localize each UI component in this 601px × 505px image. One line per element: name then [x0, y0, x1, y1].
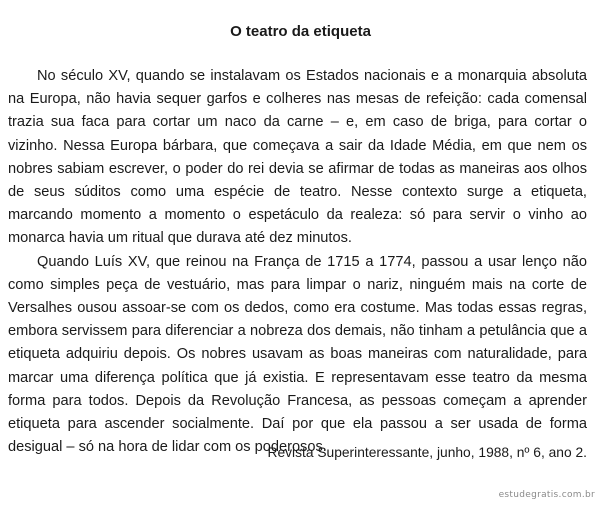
paragraph-2: Quando Luís XV, que reinou na França de 1715 a 1774, passou a usar lenço não como simples peça de vestuário, mas para limpar o nariz, ninguém mais na corte de Versalhes ousou assoar-se com os dedos, como era costume. Mas todas essas regras, embora servissem para diferenciar a nobreza dos demais, não tinham a petulância que a etiqueta adquiriu depois. Os nobres usavam as boas maneiras com naturalidade, para marcar uma diferença política que já existia. E representavam esse teatro da mesma forma para todos. Depois da Revolução Francesa, as pessoas começam a aprender etiqueta para ascender socialmente. Daí por que ela passou a ser usada de forma desigual – só na hora de lidar com os poderosos. [8, 253, 587, 456]
document-title: O teatro da etiqueta [230, 23, 371, 40]
source-citation: Revista Superinteressante, junho, 1988, nº 6, ano 2. [267, 445, 587, 460]
watermark: estudegratis.com.br [498, 490, 595, 500]
article-body [8, 65, 587, 459]
paragraph-1: No século XV, quando se instalavam os Estados nacionais e a monarquia absoluta na Europa, não havia sequer garfos e colheres nas mesas de refeição: cada comensal trazia sua faca para cortar um naco da carne – e, em caso de briga, para cortar o vizinho. Nessa Europa bárbara, que começava a sair da Idade Média, em que nem os nobres sabiam escrever, o poder do rei devia se afirmar de todas as maneiras aos olhos de seus súditos como uma espécie de teatro. Nesse contexto surge a etiqueta, marcando momento a momento o espetáculo da realeza: só para servir o vinho ao monarca havia um ritual que durava até dez minutos. [8, 68, 587, 247]
